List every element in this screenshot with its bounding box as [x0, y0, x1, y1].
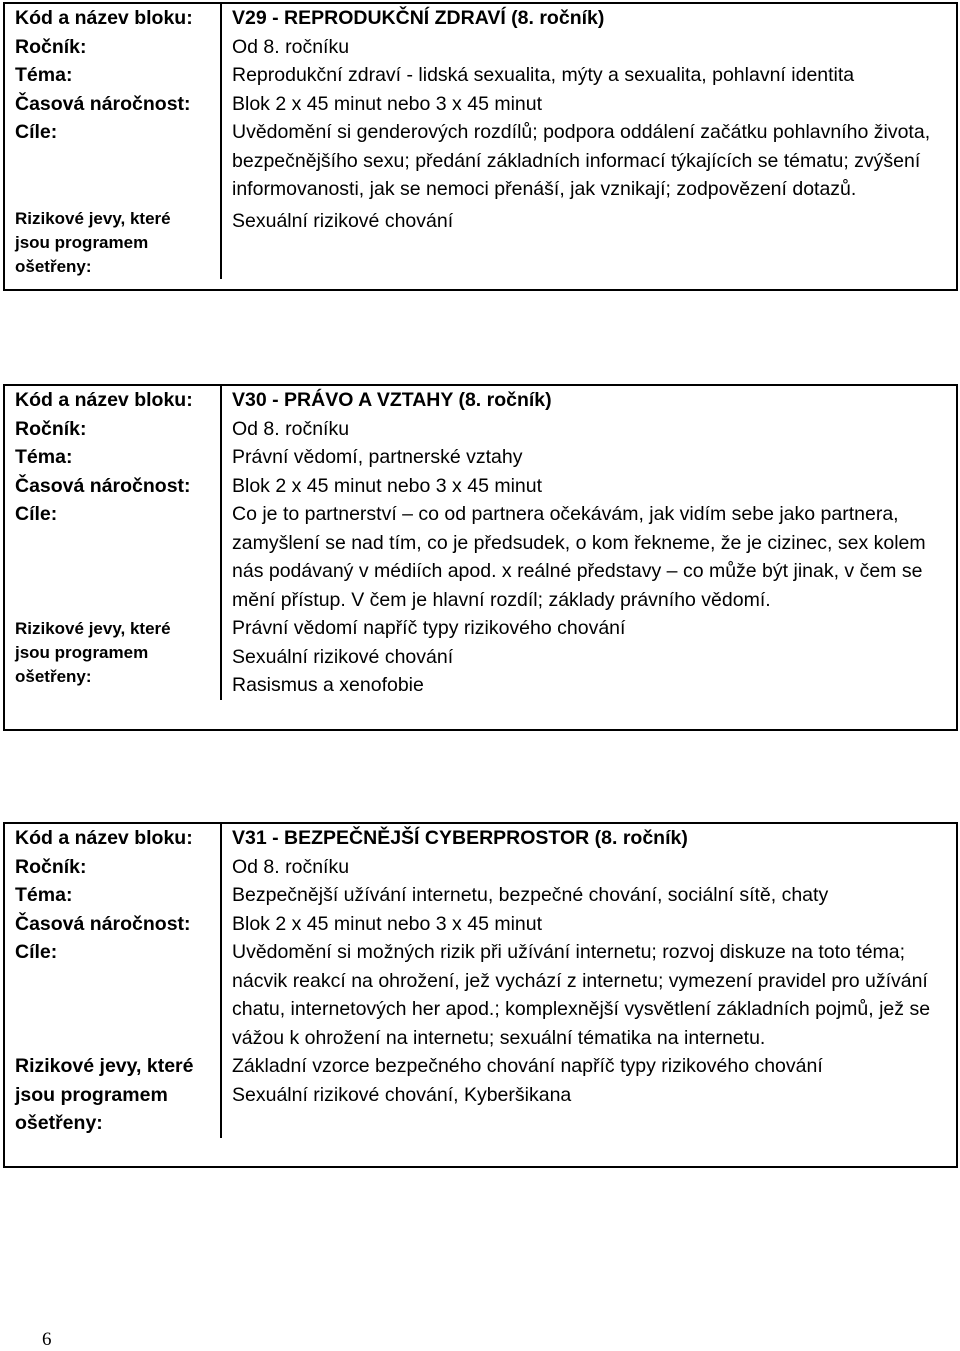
risk-item: Sexuální rizikové chování [232, 209, 454, 232]
label-time: Časová náročnost: [5, 90, 221, 119]
block-risks [221, 614, 956, 700]
label-risks: Rizikové jevy, které jsou programem ošetřeny: [5, 614, 221, 700]
block-goals: Uvědomění si možných rizik při užívání internetu; rozvoj diskuze na toto téma; nácvik reakcí na ohrožení, jež vychází z internetu; vymezení pravidel pro užívání chatu, internetových her apod.; komplexnější vysvětlení základních pojmů, jež se vážou k ohrožení na internetu; sexuální tématika na internetu. [232, 941, 931, 1049]
block-goals: Uvědomění si genderových rozdílů; podpora oddálení začátku pohlavního života, bezpečnějšího sexu; předání základních informací týkajících se tématu; zvýšení informovanosti, jak se nemoci přenáší, jak vznikají; zodpovězení dotazů. [232, 121, 931, 200]
label-topic: Téma: [5, 61, 221, 90]
block-goals: Co je to partnerství – co od partnera očekávám, jak vidím sebe jako partnera, zamyšlení se nad tím, co je předsudek, o kom řekneme, že je cizinec, sex kolem nás podávaný v médiích apod. x reálné představy – co může být jinak, v čem se mění přístup. V čem je hlavní rozdíl; základy právního vědomí. [232, 503, 926, 611]
risk-item: Sexuální rizikové chování [232, 645, 454, 668]
label-topic: Téma: [5, 443, 221, 472]
label-code: Kód a název bloku: [5, 824, 221, 853]
label-code: Kód a název bloku: [5, 4, 221, 33]
label-topic: Téma: [5, 881, 221, 910]
block-topic: Reprodukční zdraví - lidská sexualita, mýty a sexualita, pohlavní identita [232, 64, 855, 86]
block-grade: Od 8. ročníku [232, 417, 350, 440]
program-block-v29 [3, 2, 958, 291]
page-number: 6 [42, 1329, 52, 1350]
risk-item: Základní vzorce bezpečného chování napříč typy rizikového chování [232, 1055, 823, 1077]
risk-item: Rasismus a xenofobie [232, 674, 424, 696]
program-block-v30 [3, 384, 958, 731]
block-code: V30 - PRÁVO A VZTAHY (8. ročník) [232, 389, 552, 411]
block-risks [221, 1052, 956, 1138]
label-grade: Ročník: [5, 33, 221, 62]
label-grade: Ročník: [5, 415, 221, 444]
label-goals: Cíle: [5, 500, 221, 614]
label-time: Časová náročnost: [5, 910, 221, 939]
label-time: Časová náročnost: [5, 472, 221, 501]
label-goals: Cíle: [5, 938, 221, 1052]
label-code: Kód a název bloku: [5, 386, 221, 415]
block-time: Blok 2 x 45 minut nebo 3 x 45 minut [232, 912, 543, 935]
block-time: Blok 2 x 45 minut nebo 3 x 45 minut [232, 92, 543, 115]
program-block-v31 [3, 822, 958, 1168]
risk-item: Právní vědomí napříč typy rizikového chování [232, 617, 626, 639]
block-topic: Bezpečnější užívání internetu, bezpečné chování, sociální sítě, chaty [232, 884, 829, 906]
label-risks: Rizikové jevy, které jsou programem ošetřeny: [5, 204, 221, 279]
block-code: V29 - REPRODUKČNÍ ZDRAVÍ (8. ročník) [232, 7, 605, 29]
label-risks: Rizikové jevy, které jsou programem ošetřeny: [5, 1052, 221, 1138]
block-table [5, 386, 956, 700]
label-goals: Cíle: [5, 118, 221, 204]
block-grade: Od 8. ročníku [232, 35, 350, 58]
block-table [5, 824, 956, 1138]
block-table [5, 4, 956, 279]
risk-item: Sexuální rizikové chování, Kyberšikana [232, 1083, 572, 1106]
block-time: Blok 2 x 45 minut nebo 3 x 45 minut [232, 474, 543, 497]
block-grade: Od 8. ročníku [232, 855, 350, 878]
block-topic: Právní vědomí, partnerské vztahy [232, 446, 523, 468]
block-risks [221, 204, 956, 279]
block-code: V31 - BEZPEČNĚJŠÍ CYBERPROSTOR (8. ročník) [232, 827, 688, 849]
label-grade: Ročník: [5, 853, 221, 882]
